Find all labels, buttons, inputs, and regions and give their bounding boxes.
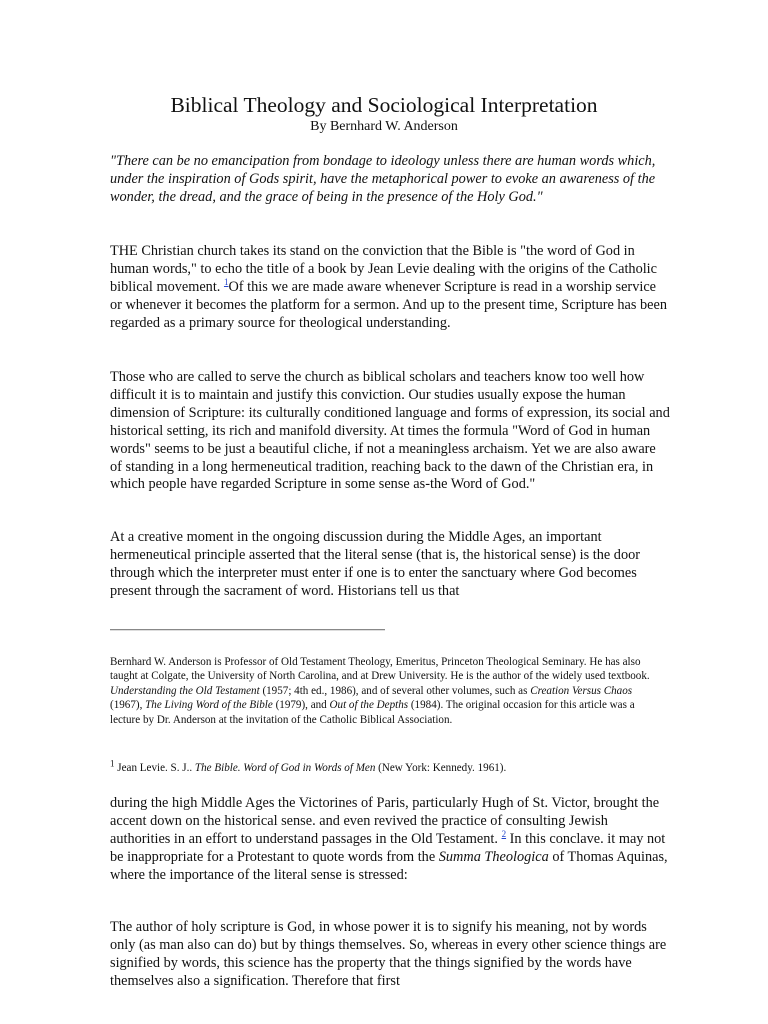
footnote-1-text-b: (New York: Kennedy. 1961). (375, 762, 507, 774)
author-byline: By Bernhard W. Anderson (310, 119, 458, 134)
footnote-1-link[interactable]: 1 (223, 277, 229, 288)
footnote-2-link[interactable]: 2 (501, 829, 507, 840)
paragraph-4 (110, 795, 670, 885)
paragraph-4-text-c: of Thomas Aquinas, where the importance of the literal sense is stressed: (110, 848, 668, 883)
author-note-text-5: (1984). The original occasion for this article was a lecture by Dr. Anderson at the invitation of the Catholic Biblical Association. (110, 699, 635, 726)
author-note-title-1: Understanding the Old Testament (110, 684, 260, 697)
author-note-text-3: (1967), (110, 699, 146, 712)
author-note-title-3: The Living Word of the Bible (145, 699, 273, 712)
author-note-text-2: (1957; 4th ed., 1986), and of several other volumes, such as (259, 684, 531, 697)
author-note-text-1: Bernhard W. Anderson is Professor of Old Testament Theology, Emeritus, Princeton Theological Seminary. He has also taught at Colgate, the University of North Carolina, and at Drew University. He is the author of the widely used textbook. (110, 656, 650, 683)
paragraph-1 (110, 243, 670, 333)
author-note (110, 655, 650, 727)
page-title: Biblical Theology and Sociological Interpretation (170, 93, 598, 117)
footnote-1-number: 1 (110, 758, 115, 769)
footnote-1-text-a: Jean Levie. S. J.. (114, 762, 195, 774)
paragraph-1-text-a: THE Christian church takes its stand on the conviction that the Bible is "the word of God in human words," to echo the title of a book by Jean Levie dealing with the origins of the Catholic biblical movement. (110, 243, 658, 295)
paragraph-2: Those who are called to serve the church as biblical scholars and teachers know too well how difficult it is to maintain and justify this conviction. Our studies usually expose the human dimension of Scripture: its culturally conditioned language and forms of expression, its social and historical setting, its rich and manifold diversity. At times the formula "Word of God in human words" seems to be just a beautiful cliche, if not a meaningless archaism. Yet we are also aware of standing in a long hermeneutical tradition, reaching back to the dawn of the Christian era, in which people have regarded Scripture in some sense as-the Word of God." (110, 369, 670, 493)
author-note-text-4: (1979), and (272, 699, 330, 712)
paragraph-4-text-b: In this conclave. it may not be inappropriate for a Protestant to quote words from the (110, 830, 666, 865)
paragraph-3: At a creative moment in the ongoing discussion during the Middle Ages, an important hermeneutical principle asserted that the literal sense (that is, the historical sense) is the door through which the interpreter must enter if one is to enter the sanctuary where God becomes present through the sacrament of word. Historians tell us that (110, 529, 640, 599)
footnote-divider (110, 629, 385, 631)
paragraph-4-text-a: during the high Middle Ages the Victorines of Paris, particularly Hugh of St. Victor, brought the accent down on the historical sense. and even revived the practice of consulting Jewish authorities in an effort to understand passages in the Old Testament. (110, 795, 660, 847)
author-note-title-2: Creation Versus Chaos (530, 684, 633, 697)
author-note-title-4: Out of the Depths (329, 699, 409, 712)
summa-theologica-title: Summa Theologica (438, 848, 549, 865)
footnote-1 (110, 758, 650, 775)
paragraph-5: The author of holy scripture is God, in whose power it is to signify his meaning, not by words only (as man also can do) but by things themselves. So, whereas in every other science things are signified by words, this science has the property that the things signified by the words have themselves also a signification. Therefore that first (110, 919, 667, 989)
epigraph-quote: "There can be no emancipation from bondage to ideology unless there are human words which, under the inspiration of Gods spirit, have the metaphorical power to evoke an awareness of the wonder, the dread, and the grace of being in the presence of the Holy God." (110, 153, 656, 205)
paragraph-1-text-b: Of this we are made aware whenever Scripture is read in a worship service or whenever it becomes the platform for a sermon. And up to the present time, Scripture has been regarded as a primary source for theological understanding. (110, 278, 668, 331)
footnote-1-book-title: The Bible. Word of God in Words of Men (194, 762, 376, 774)
